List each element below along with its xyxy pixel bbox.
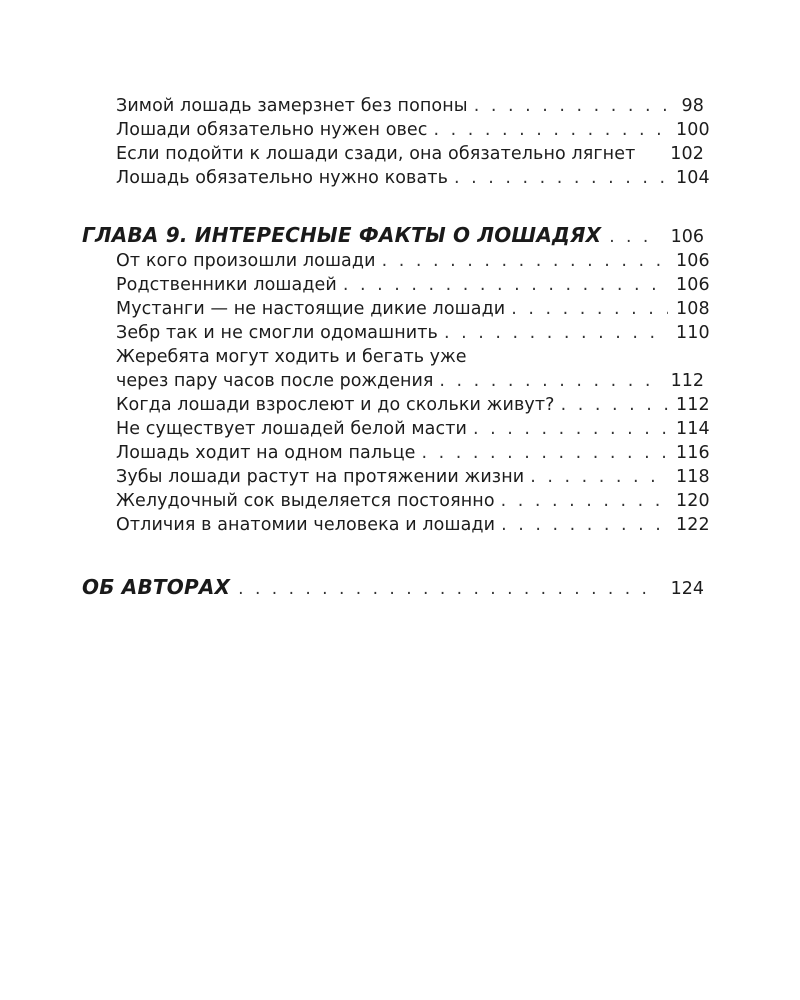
entry-page-number: 114	[676, 419, 710, 439]
entry-page-number: 122	[676, 515, 710, 535]
entry-page-number: 98	[681, 96, 704, 116]
entry-title: Когда лошади взрослеют и до скольки живут?	[116, 395, 555, 415]
entry-title-line-1: Жеребята могут ходить и бегать уже	[116, 347, 467, 367]
dot-leader	[454, 166, 668, 190]
entry-page-number: 116	[676, 443, 710, 463]
entry-page-number: 108	[676, 299, 710, 319]
dot-leader	[511, 297, 668, 321]
entries-previous-chapter	[82, 94, 710, 190]
entry-page-number: 106	[676, 251, 710, 271]
toc-entry[interactable]	[82, 118, 710, 142]
entry-title: Желудочный сок выделяется постоянно	[116, 491, 495, 511]
entry-page-number: 102	[670, 144, 704, 164]
toc-entry[interactable]	[82, 465, 710, 489]
toc-entry[interactable]	[82, 249, 710, 273]
toc-entry[interactable]	[82, 142, 704, 166]
toc-entry[interactable]	[82, 393, 710, 417]
entry-second-line	[116, 369, 704, 393]
entry-page-number: 104	[676, 168, 710, 188]
entry-title: Зубы лошади растут на протяжении жизни	[116, 467, 525, 487]
entry-title-line-2: через пару часов после рождения	[116, 371, 434, 391]
entry-title: Лошади обязательно нужен овес	[116, 120, 428, 140]
toc-entry[interactable]	[82, 166, 710, 190]
about-authors-title: ОБ АВТОРАХ	[82, 575, 231, 599]
dot-leader	[501, 513, 668, 537]
entry-title: Родственники лошадей	[116, 275, 337, 295]
dot-leader	[439, 369, 662, 393]
chapter-title: ГЛАВА 9. ИНТЕРЕСНЫЕ ФАКТЫ О ЛОШАДЯХ	[82, 223, 602, 247]
entry-title: Отличия в анатомии человека и лошади	[116, 515, 496, 535]
toc-entry[interactable]	[82, 94, 704, 118]
entry-title: Зимой лошадь замерзнет без попоны	[116, 96, 468, 116]
dot-leader	[343, 273, 668, 297]
dot-leader	[561, 393, 668, 417]
chapter-page-number: 106	[670, 227, 704, 247]
dot-leader	[501, 489, 668, 513]
dot-leader	[238, 579, 658, 599]
entry-page-number: 120	[676, 491, 710, 511]
toc-entry[interactable]	[82, 513, 710, 537]
toc-entry[interactable]	[82, 297, 710, 321]
entry-title: Зебр так и не смогли одомашнить	[116, 323, 438, 343]
toc-entry[interactable]	[82, 489, 710, 513]
about-authors-page-number: 124	[670, 579, 704, 599]
dot-leader	[434, 118, 668, 142]
toc-entry[interactable]	[82, 321, 710, 345]
entry-page-number: 100	[676, 120, 710, 140]
entry-page-number: 118	[676, 467, 710, 487]
dot-leader	[474, 94, 668, 118]
dot-leader	[530, 465, 668, 489]
entry-title: Не существует лошадей белой масти	[116, 419, 467, 439]
entry-page-number: 110	[676, 323, 710, 343]
about-authors-heading[interactable]	[82, 575, 704, 599]
entry-page-number: 106	[676, 275, 710, 295]
entry-page-number: 112	[676, 395, 710, 415]
dot-leader	[444, 321, 668, 345]
dot-leader	[421, 441, 668, 465]
chapter-heading[interactable]	[82, 223, 704, 247]
toc-entry[interactable]	[82, 273, 710, 297]
entry-title: Лошадь обязательно нужно ковать	[116, 168, 449, 188]
dot-leader	[382, 249, 668, 273]
toc-entry[interactable]	[82, 417, 710, 441]
entry-title: Если подойти к лошади сзади, она обязательно лягнет	[116, 144, 636, 164]
entries-chapter-9	[82, 249, 710, 537]
dot-leader	[609, 227, 658, 247]
dot-leader	[473, 417, 668, 441]
entry-page-number: 112	[670, 371, 704, 391]
toc-entry[interactable]	[82, 441, 710, 465]
entry-title: Мустанги — не настоящие дикие лошади	[116, 299, 506, 319]
entry-title: Лошадь ходит на одном пальце	[116, 443, 416, 463]
entry-title: От кого произошли лошади	[116, 251, 376, 271]
table-of-contents	[82, 94, 710, 599]
toc-entry[interactable]	[82, 345, 704, 393]
